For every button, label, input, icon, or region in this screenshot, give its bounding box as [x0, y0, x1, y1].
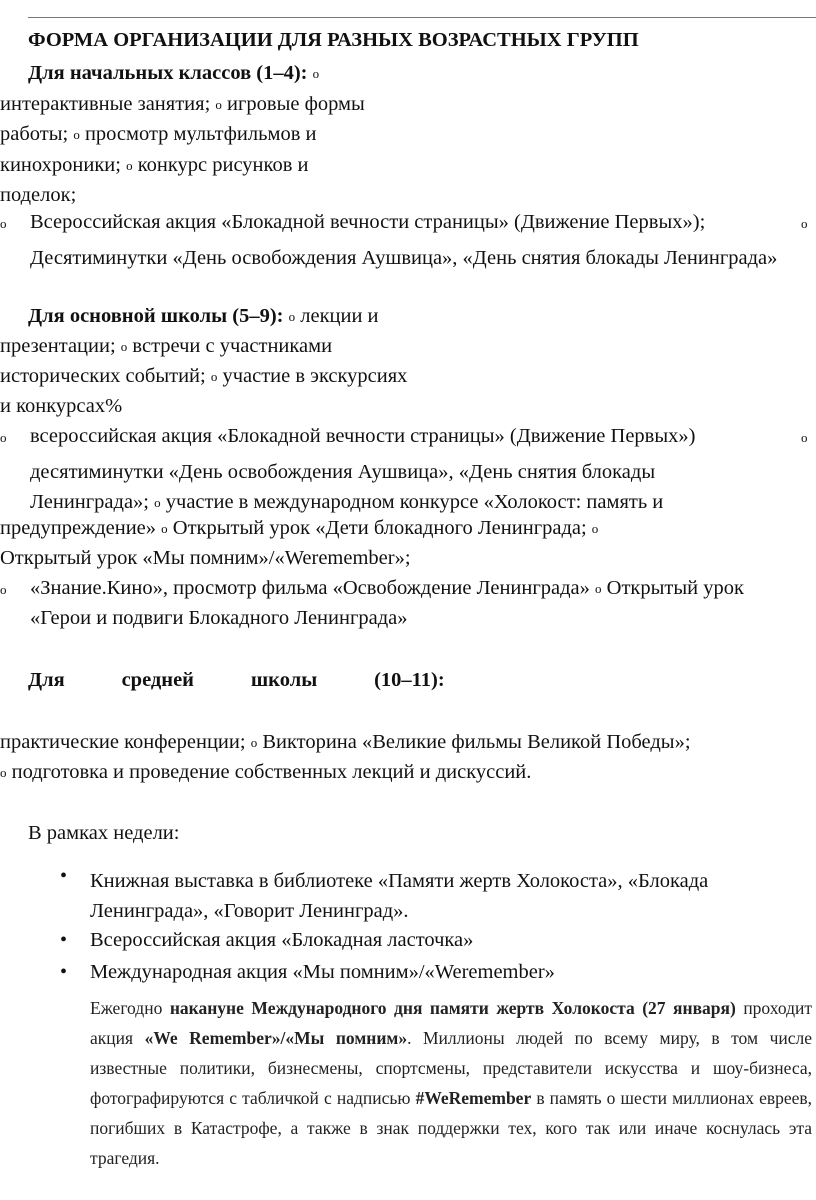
primary-item-6: Десятиминутки «День освобождения Аушвица», «День снятия блокады Ленинграда»: [30, 247, 778, 269]
bullet-icon: o: [73, 127, 80, 142]
bullet-icon: o: [0, 430, 7, 445]
middle-line-2: презентации; o встречи с участниками: [0, 335, 333, 357]
middle-line-7: предупреждение» o Открытый урок «Дети блокадного Ленинграда; o: [0, 517, 599, 539]
word: школы: [250, 669, 318, 691]
week-item-1: Книжная выставка в библиотеке «Памяти жертв Холокоста», «Блокада Ленинграда», «Говорит Ленинград».: [90, 870, 709, 922]
middle-item-4: всероссийская акция «Блокадной вечности страницы» (Движение Первых»): [30, 425, 696, 447]
middle-line-4: и конкурсах%: [0, 395, 123, 417]
word: средней: [121, 669, 194, 691]
middle-item-9-bullet: [0, 579, 7, 600]
bullet-icon: o: [215, 97, 222, 112]
desc-text-3: . Миллионы людей по всему миру, в том числе известные политики, бизнесмены, спортсмены, представители искусства и шоу-бизнеса, фотографируются с табличкой с надписью: [90, 1028, 813, 1108]
bullet-icon: o: [126, 158, 133, 173]
primary-item-6-bullet: [801, 213, 808, 234]
bullet-icon: o: [312, 66, 320, 81]
primary-heading: Для начальных классов (1–4):: [28, 62, 308, 84]
bullet-icon: o: [120, 339, 128, 354]
middle-heading: Для основной школы (5–9):: [28, 305, 284, 327]
week-item-2: Всероссийская акция «Блокадная ласточка»: [90, 929, 474, 951]
desc-bold-2: «We Remember»/«Мы помним»: [144, 1028, 408, 1048]
bullet-icon: o: [161, 521, 168, 536]
middle-item-4-bullet: [0, 427, 7, 448]
middle-item-5-bullet: [801, 427, 808, 448]
bullet-icon: o: [595, 581, 602, 596]
senior-line-4: o подготовка и проведение собственных лекций и дискуссий.: [0, 761, 532, 783]
week-item-3-description: [90, 993, 812, 1173]
primary-item-5: Всероссийская акция «Блокадной вечности страницы» (Движение Первых»);: [30, 211, 706, 233]
middle-item-10-cont: «Герои и подвиги Блокадного Ленинграда»: [30, 607, 408, 629]
week-item-3: Международная акция «Мы помним»/«Weremember»: [90, 961, 555, 983]
desc-text-4: в память о шести миллионах евреев, погибших в Катастрофе, а также в знак поддержки тех, кого так или иначе коснулась эта трагедия.: [90, 1088, 813, 1168]
middle-item-5: десятиминутки «День освобождения Аушвица», «День снятия блокады Ленинграда»; o участие в международном конкурсе «Холокост: память и: [30, 461, 664, 513]
bullet-icon: o: [591, 521, 599, 536]
primary-line-2: интерактивные занятия; o игровые формы: [0, 93, 365, 115]
primary-line-4: кинохроники; o конкурс рисунков и: [0, 154, 309, 176]
bullet-icon: o: [288, 309, 296, 324]
primary-line-5: поделок;: [0, 184, 77, 206]
bullet-icon: o: [0, 216, 7, 231]
bullet-dot-icon: •: [60, 865, 68, 887]
word: Для: [28, 669, 65, 691]
senior-line-1: [28, 670, 786, 691]
desc-text-2: проходит акция: [90, 998, 812, 1048]
middle-item-9-line: «Знание.Кино», просмотр фильма «Освобождение Ленинграда» o Открытый урок: [30, 577, 744, 599]
primary-item-5-line: [0, 213, 7, 234]
top-rule: [28, 17, 816, 18]
primary-line-1: [28, 63, 319, 84]
bullet-icon: o: [801, 430, 808, 445]
senior-line-3: практические конференции; o Викторина «Великие фильмы Великой Победы»;: [0, 731, 691, 753]
bullet-icon: o: [0, 582, 7, 597]
desc-bold-3: #WeRemember: [415, 1088, 532, 1108]
bullet-dot-icon: •: [60, 961, 68, 983]
primary-line-3: работы; o просмотр мультфильмов и: [0, 123, 317, 145]
middle-line-8: Открытый урок «Мы помним»/«Weremember»;: [0, 547, 411, 569]
bullet-dot-icon: •: [60, 929, 68, 951]
desc-text-1: Ежегодно: [90, 998, 163, 1018]
middle-line-3: исторических событий; o участие в экскурсиях: [0, 365, 408, 387]
week-intro: В рамках недели:: [28, 822, 180, 844]
page-title: ФОРМА ОРГАНИЗАЦИИ ДЛЯ РАЗНЫХ ВОЗРАСТНЫХ ГРУПП: [28, 29, 639, 51]
middle-line-1: Для основной школы (5–9): o лекции и: [28, 305, 379, 327]
desc-bold-1: накануне Международного дня памяти жертв Холокоста (27 января): [169, 998, 736, 1018]
bullet-icon: o: [801, 216, 808, 231]
bullet-icon: o: [154, 495, 161, 510]
bullet-icon: o: [210, 369, 218, 384]
bullet-icon: o: [0, 765, 7, 780]
bullet-icon: o: [250, 735, 258, 750]
word: (10–11):: [374, 669, 445, 691]
